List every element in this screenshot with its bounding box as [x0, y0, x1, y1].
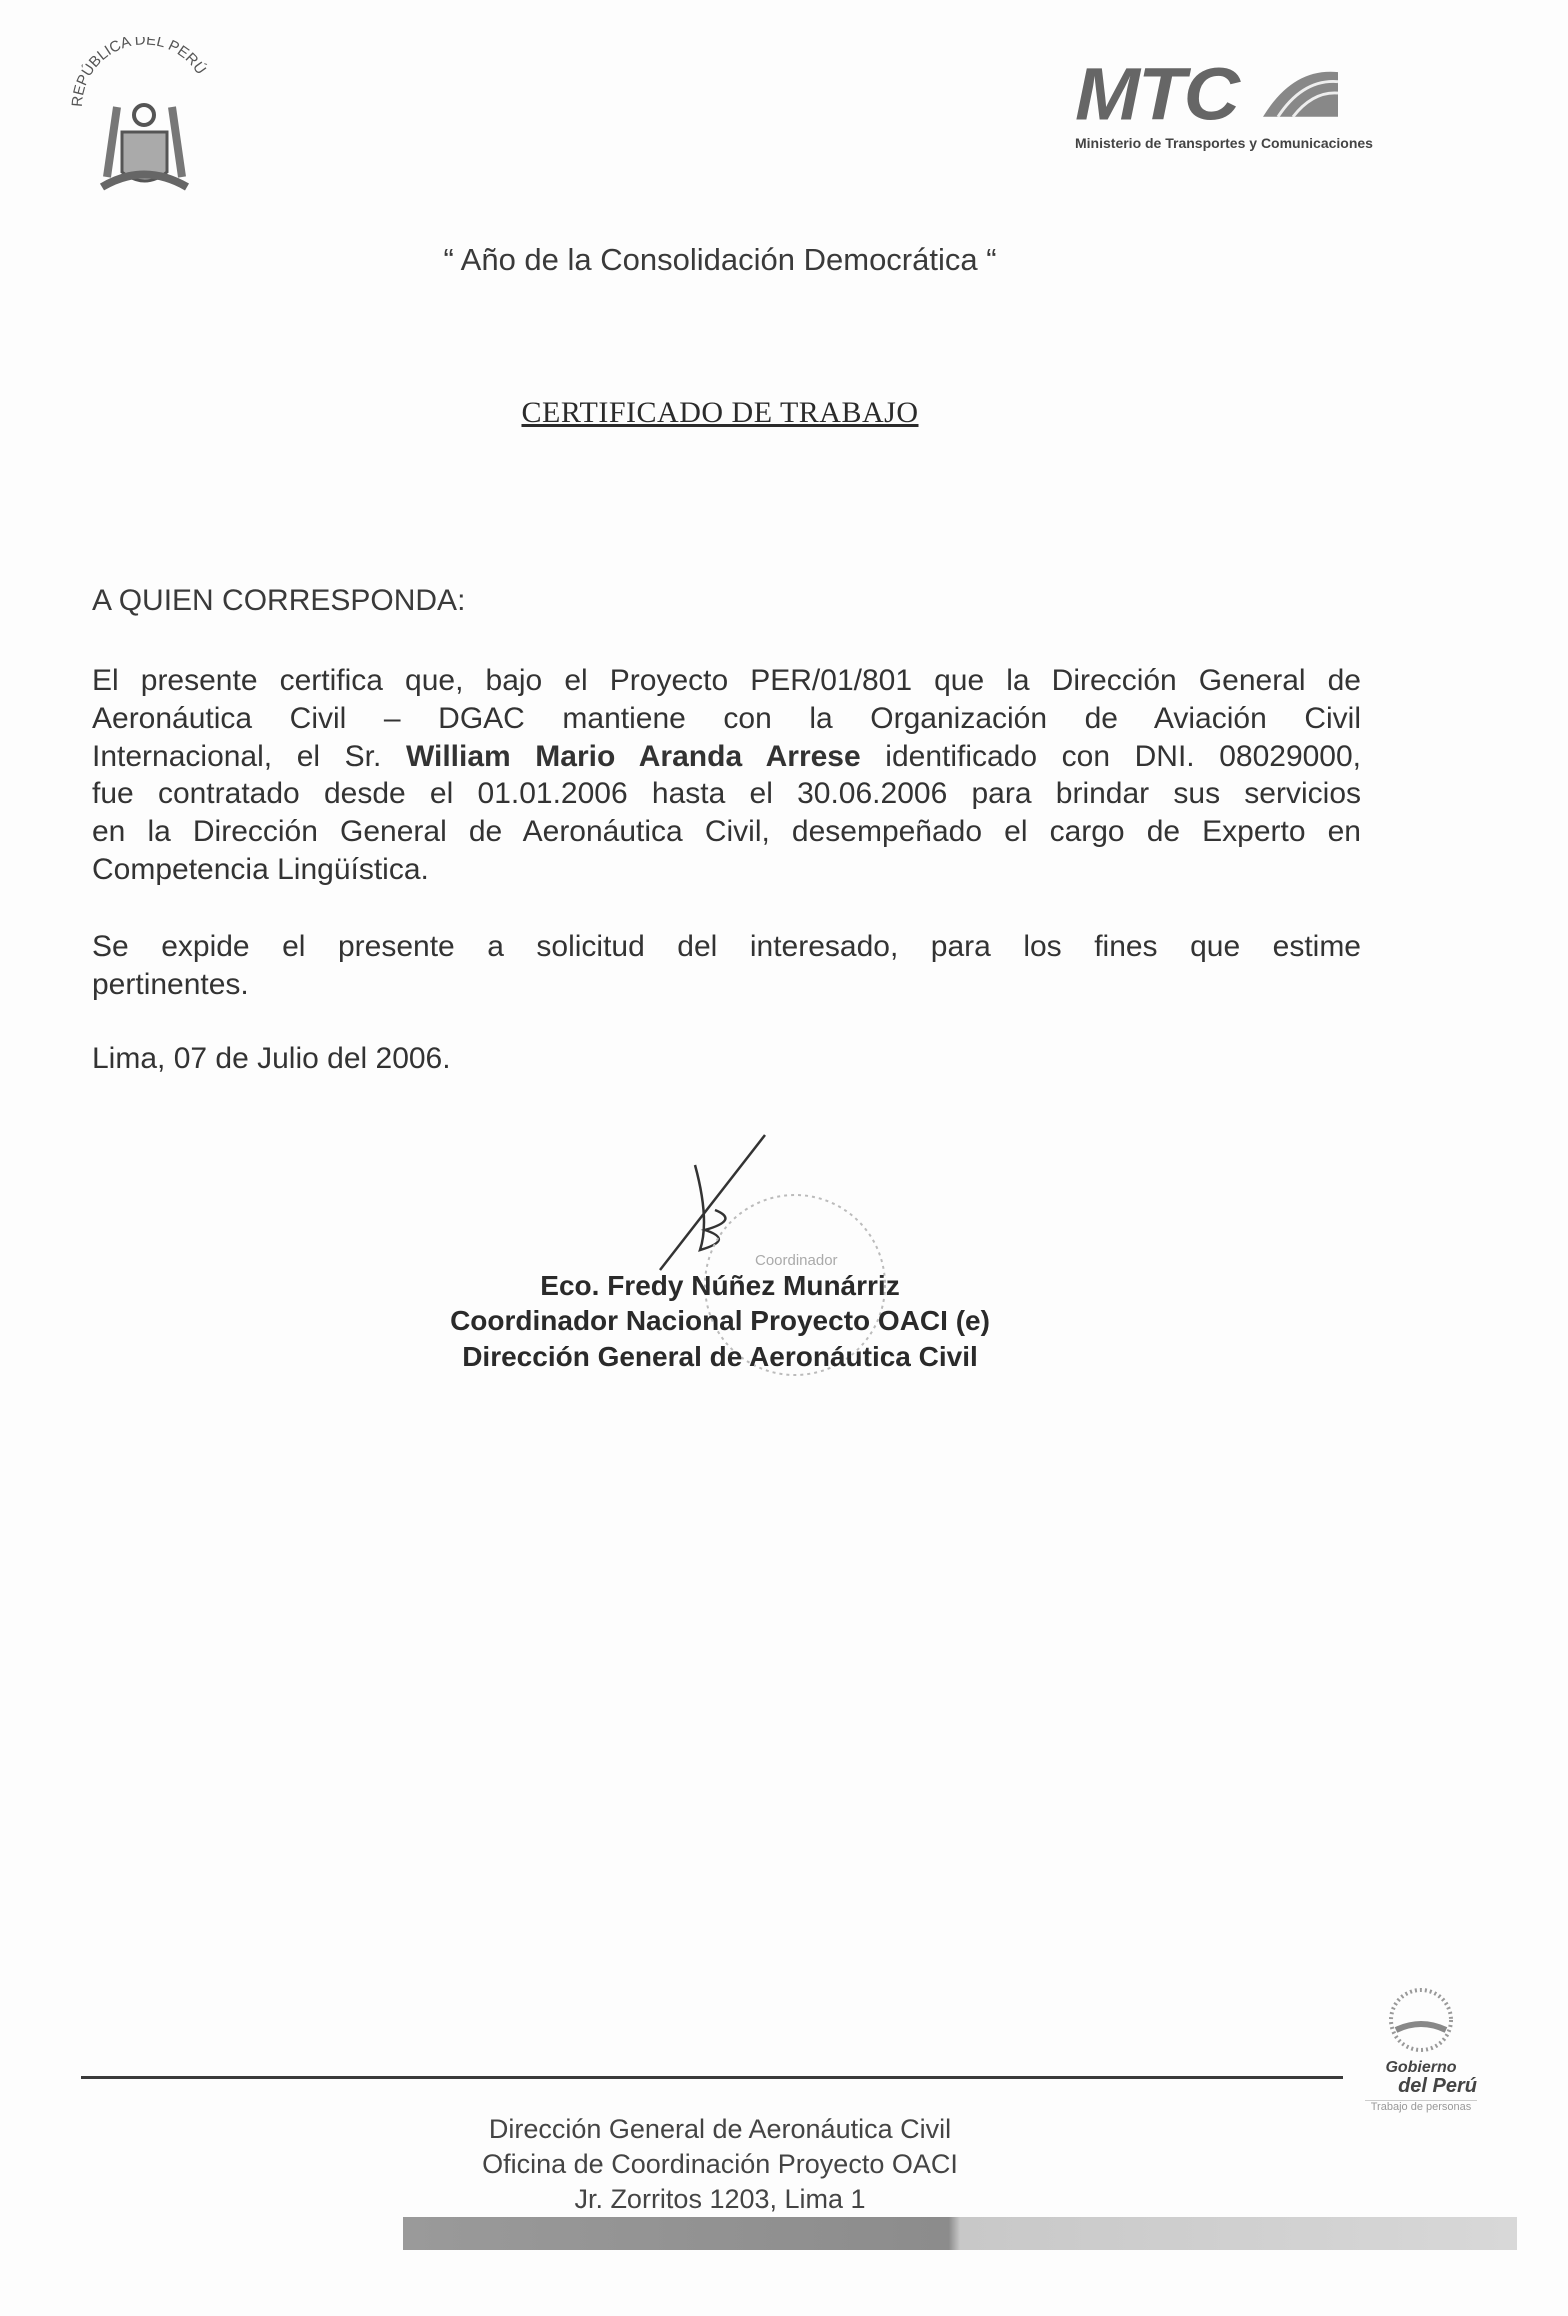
sun-emblem-icon	[1386, 1985, 1456, 2055]
mtc-subtitle: Ministerio de Transportes y Comunicaciones	[1075, 135, 1373, 151]
place-date: Lima, 07 de Julio del 2006.	[92, 1042, 451, 1075]
signatory-name: Eco. Fredy Núñez Munárriz	[540, 1270, 900, 1301]
paragraph-line: Competencia Lingüística.	[92, 852, 429, 886]
mtc-logo	[1075, 52, 1445, 160]
paragraph-line: Aeronáutica Civil – DGAC mantiene con la Organización de Aviación Civil	[92, 701, 1361, 735]
text: identificado con DNI. 08029000,	[860, 739, 1362, 773]
gobierno-del-peru-logo	[1365, 1985, 1477, 2113]
purpose-paragraph	[92, 928, 1361, 1004]
signatory-position: Coordinador Nacional Proyecto OACI (e)	[450, 1305, 990, 1336]
coat-of-arms-logo	[62, 37, 227, 202]
footer-line-1: Dirección General de Aeronáutica Civil	[488, 2114, 952, 2144]
paragraph-line	[92, 738, 1361, 776]
paragraph-line: Se expide el presente a solicitud del interesado, para los fines que estime	[92, 930, 1361, 963]
paragraph-line: en la Dirección General de Aeronáutica Civil, desempeñado el cargo de Experto en	[92, 815, 1361, 849]
text: Internacional, el Sr.	[92, 739, 406, 773]
paragraph-line: fue contratado desde el 01.01.2006 hasta el 30.06.2006 para brindar sus servicios	[92, 777, 1361, 811]
footer-decorative-bar	[403, 2217, 1517, 2250]
gov-logo-line2: del Perú	[1398, 2075, 1477, 2097]
paragraph-line: pertinentes.	[92, 967, 249, 1001]
certification-paragraph	[92, 662, 1361, 889]
svg-text:REPÚBLICA DEL PERÚ: REPÚBLICA DEL PERÚ	[68, 37, 210, 108]
mtc-logo-text: MTC	[1075, 52, 1238, 136]
footer-divider	[81, 2076, 1343, 2079]
footer-address: Jr. Zorritos 1203, Lima 1	[574, 2184, 866, 2214]
mtc-wave-icon	[1258, 67, 1343, 119]
employee-name: William Mario Aranda Arrese	[405, 739, 861, 773]
signatory-office: Dirección General de Aeronáutica Civil	[462, 1341, 978, 1372]
svg-text:Coordinador: Coordinador	[755, 1252, 838, 1269]
salutation: A QUIEN CORRESPONDA:	[92, 584, 466, 617]
gov-logo-tagline: Trabajo de personas	[1365, 2100, 1477, 2113]
document-title: CERTIFICADO DE TRABAJO	[521, 396, 919, 429]
motto: “ Año de la Consolidación Democrática “	[443, 242, 997, 277]
gov-logo-line1: Gobierno	[1385, 2059, 1457, 2076]
paragraph-line: El presente certifica que, bajo el Proyecto PER/01/801 que la Dirección General de	[92, 664, 1361, 697]
footer-line-2: Oficina de Coordinación Proyecto OACI	[482, 2149, 958, 2179]
